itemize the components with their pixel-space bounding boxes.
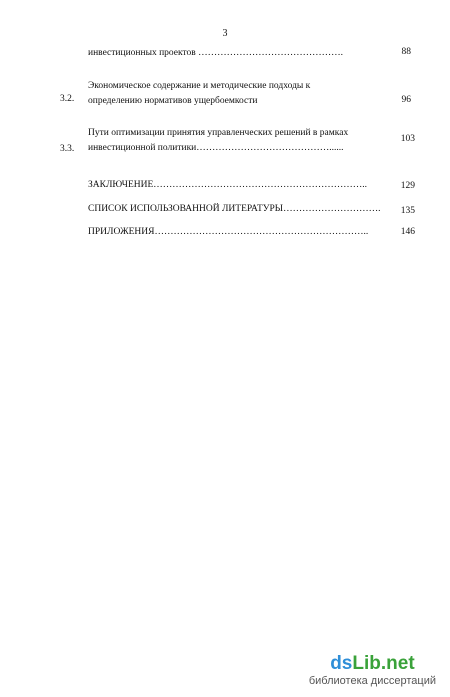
watermark: [309, 654, 436, 687]
toc-entry-title: ПРИЛОЖЕНИЯ…………………………………………………………..: [88, 227, 369, 237]
toc-page-ref: 88: [401, 47, 411, 57]
toc-page-ref: 96: [401, 95, 411, 105]
toc-entry[interactable]: [88, 47, 388, 59]
toc-entry-title: определению нормативов ущербоемкости: [88, 96, 258, 106]
toc-page-ref: 129: [400, 181, 415, 191]
toc-section-number: 3.2.: [60, 94, 75, 104]
toc-entry[interactable]: [88, 226, 388, 238]
toc-page-ref: 103: [400, 134, 415, 144]
toc-entry-title: Пути оптимизации принятия управленческих решений в рамках: [88, 128, 349, 138]
toc-page-ref: 135: [400, 206, 415, 216]
toc-entry[interactable]: [88, 203, 388, 215]
toc-entry-title: СПИСОК ИСПОЛЬЗОВАННОЙ ЛИТЕРАТУРЫ………………………….: [88, 204, 381, 214]
toc-entry[interactable]: [88, 127, 388, 154]
toc-entry-title: Экономическое содержание и методические подходы к: [88, 81, 311, 91]
toc-entry[interactable]: [88, 80, 388, 107]
toc-entry[interactable]: [88, 179, 388, 191]
watermark-subtitle: библиотека диссертаций: [308, 675, 436, 687]
toc-section-number: 3.3.: [60, 144, 75, 154]
toc-entry-title: ЗАКЛЮЧЕНИЕ…………………………………………………………..: [88, 180, 368, 190]
dslib-logo: dsLib.net: [330, 653, 415, 674]
page-number: 3: [222, 28, 228, 39]
toc-entry-title: инвестиционной политики……………………………………......: [88, 143, 344, 153]
toc-page-ref: 146: [400, 227, 415, 237]
toc-entry-title: инвестиционных проектов ……………………………………….: [88, 48, 344, 58]
